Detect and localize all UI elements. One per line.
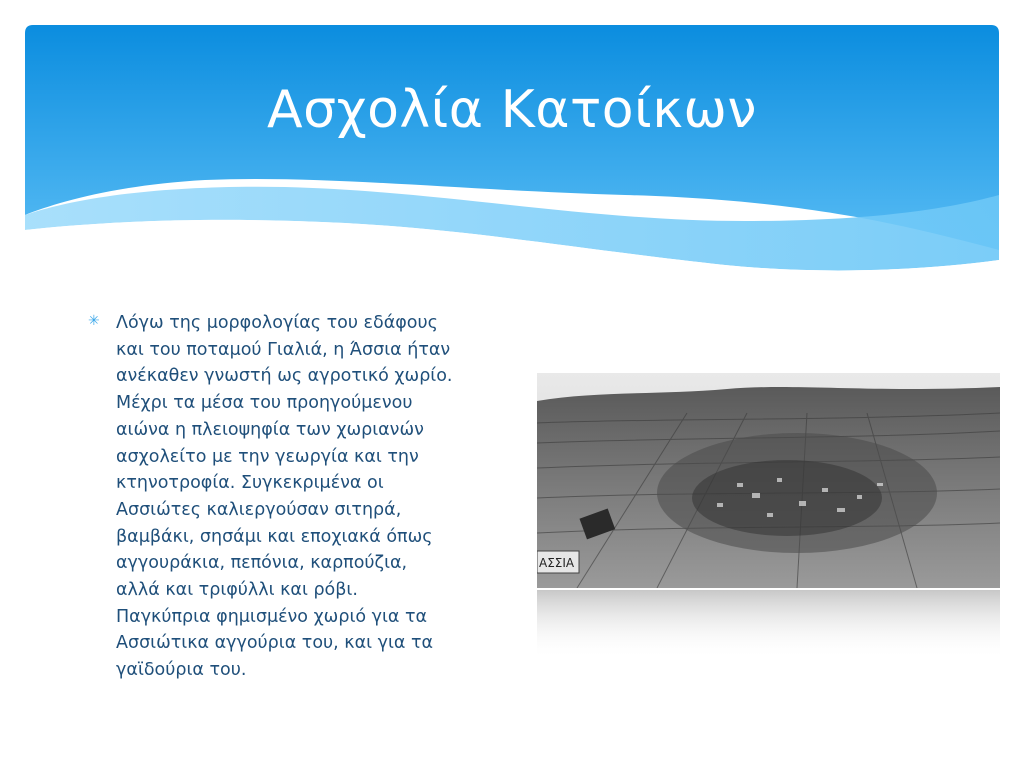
title-banner	[25, 25, 999, 275]
village-photo	[537, 373, 1000, 588]
bullet-list	[88, 310, 503, 684]
photo-sign-label: ΑΣΣΙΑ	[539, 556, 575, 570]
bullet-text: Λόγω της μορφολογίας του εδάφους και του ποταμού Γιαλιά, η Άσσια ήταν ανέκαθεν γνωστή ως αγροτικό χωρίο. Μέχρι τα μέσα του προηγούμενου αιώνα η πλειοψηφία των χωριανών ασχολείτο με την γεωργία και την κτηνοτροφία. Συγκεκριμένα οι Ασσιώτες καλιεργούσαν σιτηρά, βαμβάκι, σησάμι και εποχιακά όπως αγγουράκια, πεπόνια, καρπούζια, αλλά και τριφύλλι και ρόβι. Παγκύπρια φημισμένο χωριό για τα Ασσιώτικα αγγούρια του, και για τα γαϊδούρια του.	[116, 313, 453, 681]
slide-title: Ασχολία Κατοίκων	[267, 80, 757, 140]
asterisk-bullet-icon: ✳	[88, 313, 100, 329]
reflection-graphic	[537, 590, 1000, 660]
wave-banner-graphic	[25, 25, 999, 275]
list-item	[88, 310, 503, 684]
photo-reflection	[537, 590, 1000, 660]
aerial-village-image	[537, 373, 1000, 588]
